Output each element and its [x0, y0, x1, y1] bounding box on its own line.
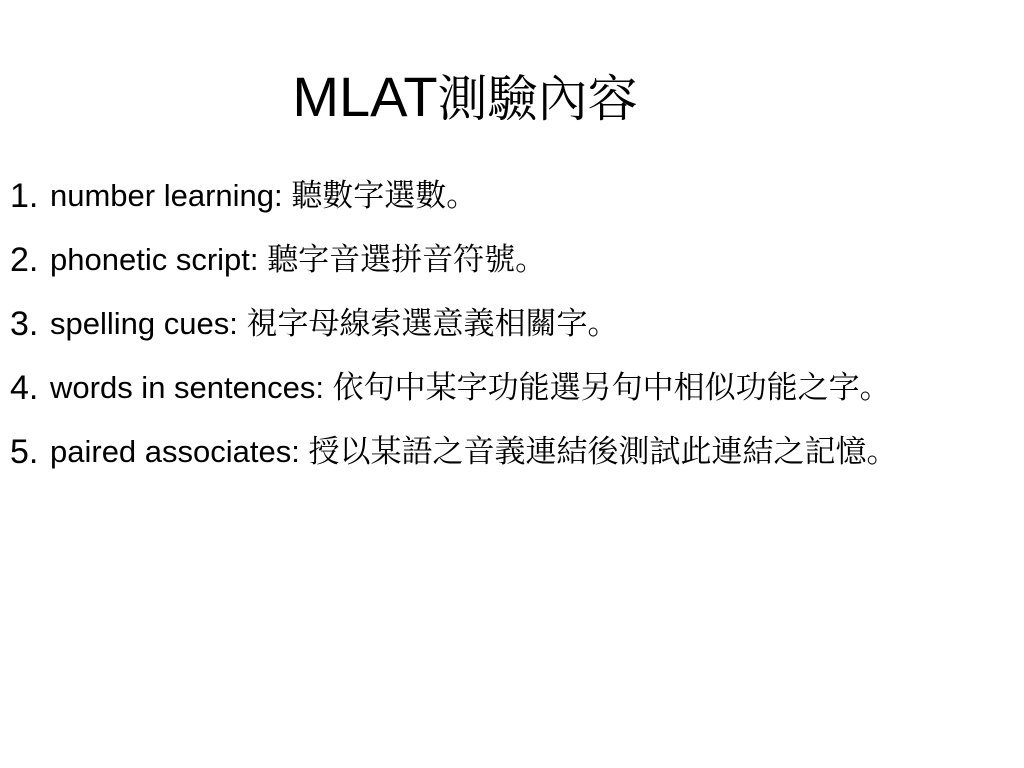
slide-title	[0, 62, 930, 134]
item-description: 授以某語之音義連結後測試此連結之記憶。	[308, 434, 898, 470]
title-cjk: 測驗內容	[437, 70, 638, 128]
item-number: 4.	[10, 369, 39, 407]
item-term: number learning:	[50, 178, 283, 213]
item-term: words in sentences:	[50, 370, 324, 405]
list-item-4	[10, 364, 910, 412]
item-number: 5.	[10, 433, 39, 471]
list-item-3	[10, 300, 910, 348]
item-term: spelling cues:	[50, 306, 238, 341]
title-latin: MLAT	[292, 65, 438, 128]
item-description: 視字母線索選意義相關字。	[246, 306, 619, 342]
item-list	[10, 172, 910, 492]
item-term: phonetic script:	[50, 242, 259, 277]
list-item-1	[10, 172, 910, 220]
item-number: 1.	[10, 177, 39, 215]
list-item-5	[10, 428, 910, 476]
item-term: paired associates:	[50, 434, 300, 469]
item-description: 聽字音選拼音符號。	[267, 242, 547, 278]
item-description: 聽數字選數。	[291, 178, 478, 214]
item-description: 依句中某字功能選另句中相似功能之字。	[332, 370, 891, 406]
item-number: 3.	[10, 305, 39, 343]
list-item-2	[10, 236, 910, 284]
item-number: 2.	[10, 241, 39, 279]
